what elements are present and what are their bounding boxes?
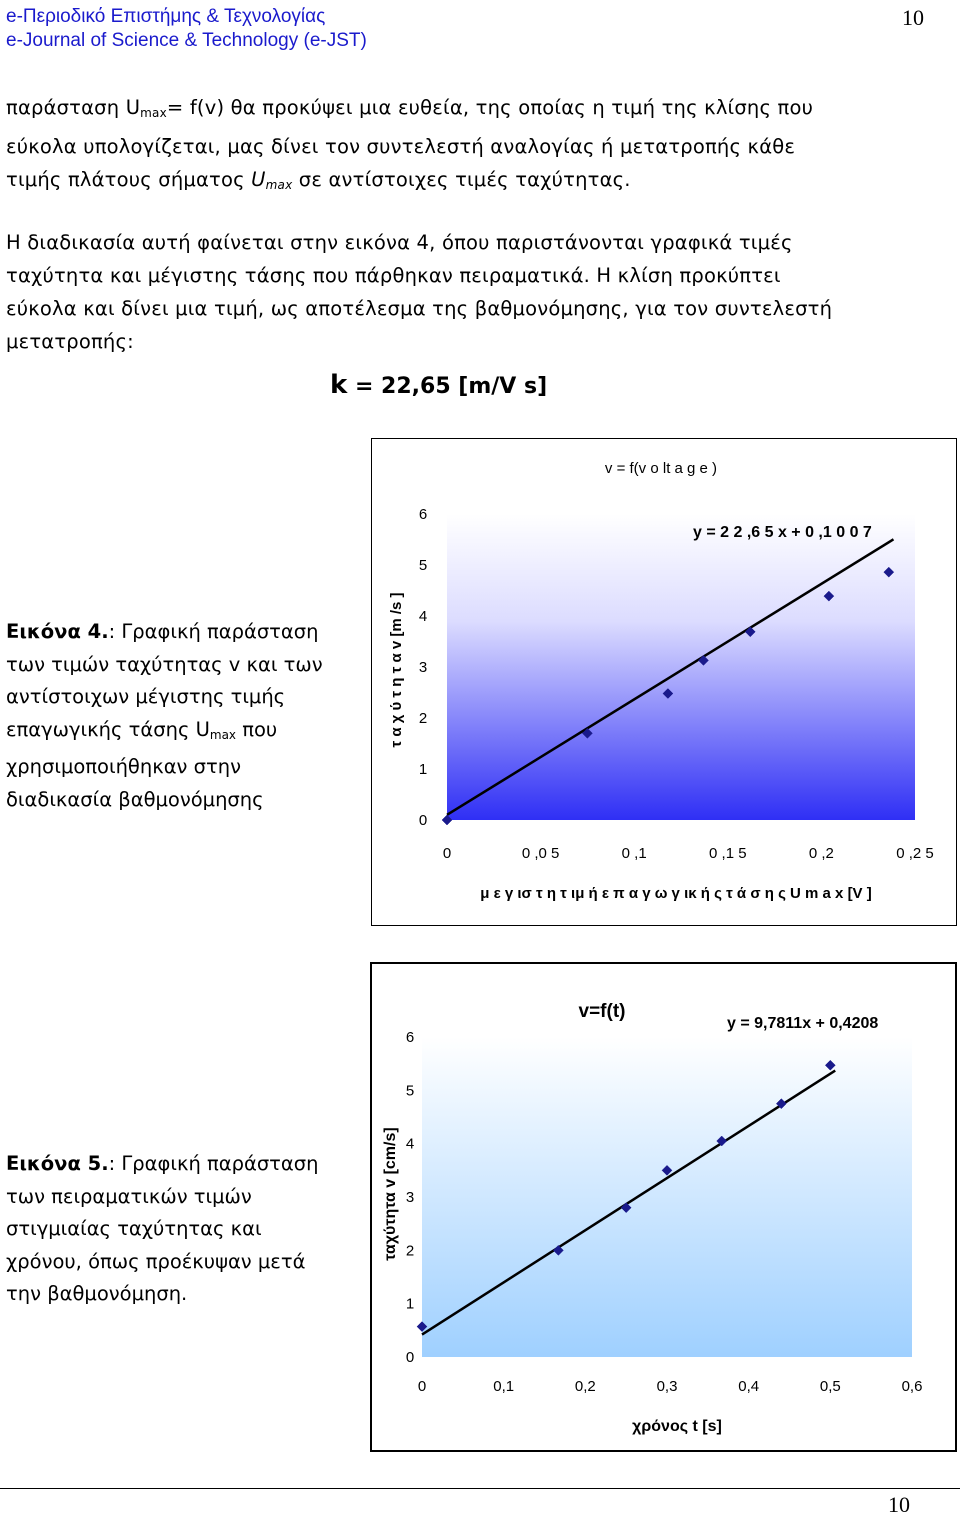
chart2-y-tick-label: 4 bbox=[405, 1135, 415, 1153]
paragraph-1 bbox=[6, 91, 926, 202]
fig5-label: Εικόνα 5. bbox=[6, 1152, 109, 1175]
journal-title-english: e-Journal of Science & Technology (e-JST) bbox=[6, 30, 367, 51]
chart2-y-tick-label: 0 bbox=[405, 1349, 415, 1366]
chart1-y-tick-label: 3 bbox=[418, 659, 428, 676]
chart1-x-tick-label: 0 ,1 bbox=[621, 845, 647, 862]
para1-line3-sub: max bbox=[265, 178, 293, 192]
paragraph-2 bbox=[6, 226, 926, 358]
fig5-text: : Γραφική παράσταση των πειραματικών τιμών στιγμιαίας ταχύτητας και χρόνου, όπως προέκυψαν μετά την βαθμονόμηση. bbox=[6, 1152, 319, 1305]
chart2-x-tick-label: 0,6 bbox=[901, 1378, 923, 1395]
chart-velocity-vs-time bbox=[370, 962, 957, 1452]
fig4-label: Εικόνα 4. bbox=[6, 620, 109, 643]
chart2-equation: y = 9,7811x + 0,4208 bbox=[727, 1015, 879, 1032]
para1-line2: εύκολα υπολογίζεται, μας δίνει τον συντελεστή αναλογίας ή μετατροπής κάθε bbox=[6, 135, 796, 158]
chart2-x-tick-label: 0,2 bbox=[574, 1378, 596, 1395]
formula-k-value: = 22,65 [m/V s] bbox=[347, 374, 548, 399]
para2-line2: ταχύτητα και μέγιστης τάσης που πάρθηκαν πειραματικά. Η κλίση προκύπτει bbox=[6, 264, 781, 287]
figure-5-caption bbox=[6, 1148, 341, 1311]
chart2-x-tick-label: 0,4 bbox=[738, 1378, 760, 1395]
footer-page-number: 10 bbox=[888, 1492, 910, 1517]
chart1-y-axis-label: τ α χ ύ τ η τ α v [m /s ] bbox=[388, 592, 405, 748]
journal-title-greek: e-Περιοδικό Επιστήμης & Τεχνολογίας bbox=[6, 6, 326, 27]
para2-line1: Η διαδικασία αυτή φαίνεται στην εικόνα 4, όπου παριστάνονται γραφικά τιμές bbox=[6, 231, 793, 254]
chart1-y-tick-label: 1 bbox=[418, 761, 428, 778]
chart2-y-tick-label: 3 bbox=[405, 1189, 415, 1206]
chart1-title: v = f(v o lt a g e ) bbox=[604, 460, 718, 477]
chart2-x-tick-label: 0,1 bbox=[493, 1378, 515, 1395]
chart1-y-tick-label: 0 bbox=[418, 812, 428, 829]
para1-line1-a: παράσταση U bbox=[6, 96, 141, 119]
chart2-plot-area bbox=[422, 1037, 912, 1357]
chart1-x-axis-label: μ ε γ ισ τ η τ ιμ ή ε π α γ ω γ ικ ή ς τ ά σ η ς U m a x [V ] bbox=[480, 885, 872, 902]
para1-line3-u: U bbox=[251, 168, 266, 191]
chart2-y-tick-label: 5 bbox=[405, 1082, 415, 1100]
para1-line1-sub: max bbox=[140, 106, 167, 120]
chart2-y-tick-label: 2 bbox=[405, 1242, 415, 1260]
para1-line3-a: τιμής πλάτους σήματος bbox=[6, 168, 252, 191]
chart2-title: v=f(t) bbox=[578, 1001, 626, 1022]
chart1-x-tick-label: 0 ,1 5 bbox=[709, 845, 747, 862]
chart1-y-tick-label: 6 bbox=[418, 506, 428, 523]
fig4-text-b: που χρησιμοποιήθηκαν στην διαδικασία βαθμονόμησης bbox=[6, 717, 278, 811]
para1-line3-b: σε αντίστοιχες τιμές ταχύτητας. bbox=[292, 168, 631, 191]
chart-velocity-vs-voltage bbox=[371, 438, 957, 926]
chart2-x-tick-label: 0,5 bbox=[819, 1378, 841, 1395]
chart1-x-tick-label: 0 ,2 bbox=[808, 845, 834, 862]
chart1-x-tick-label: 0 bbox=[442, 845, 452, 862]
fig4-text-a: : Γραφική παράσταση των τιμών ταχύτητας v και των αντίστοιχων μέγιστης τιμής επαγωγικής τάσης U bbox=[6, 620, 323, 741]
chart1-y-tick-label: 5 bbox=[418, 557, 428, 574]
chart2-x-axis-label: χρόνος t [s] bbox=[632, 1418, 722, 1435]
footer-rule bbox=[0, 1488, 960, 1489]
chart1-equation: y = 2 2 ,6 5 x + 0 ,1 0 0 7 bbox=[693, 524, 872, 541]
chart1-x-tick-label: 0 ,0 5 bbox=[521, 845, 560, 862]
formula-k-symbol: k bbox=[330, 370, 348, 400]
chart2-x-tick-label: 0,3 bbox=[656, 1378, 678, 1395]
fig4-sub: max bbox=[209, 727, 237, 742]
chart2-y-axis-label: ταχύτητα v [cm/s] bbox=[382, 1127, 399, 1261]
figure-4-caption bbox=[6, 616, 341, 816]
chart1-plot-area bbox=[447, 514, 915, 820]
chart1-x-tick-label: 0 ,2 5 bbox=[896, 845, 934, 862]
para2-line3: εύκολα και δίνει μια τιμή, ως αποτέλεσμα της βαθμονόμησης, για τον συντελεστή bbox=[6, 297, 833, 320]
chart1-y-tick-label: 2 bbox=[418, 710, 428, 727]
chart1-y-tick-label: 4 bbox=[418, 608, 428, 625]
para2-line4: μετατροπής: bbox=[6, 330, 134, 353]
chart2-y-tick-label: 6 bbox=[405, 1029, 415, 1046]
para1-line1-b: = f(v) θα προκύψει μια ευθεία, της οποίας η τιμή της κλίσης που bbox=[166, 96, 814, 119]
chart2-x-tick-label: 0 bbox=[417, 1378, 427, 1395]
chart2-y-tick-label: 1 bbox=[405, 1295, 415, 1313]
formula-k bbox=[330, 370, 547, 400]
header-page-number: 10 bbox=[902, 5, 924, 30]
